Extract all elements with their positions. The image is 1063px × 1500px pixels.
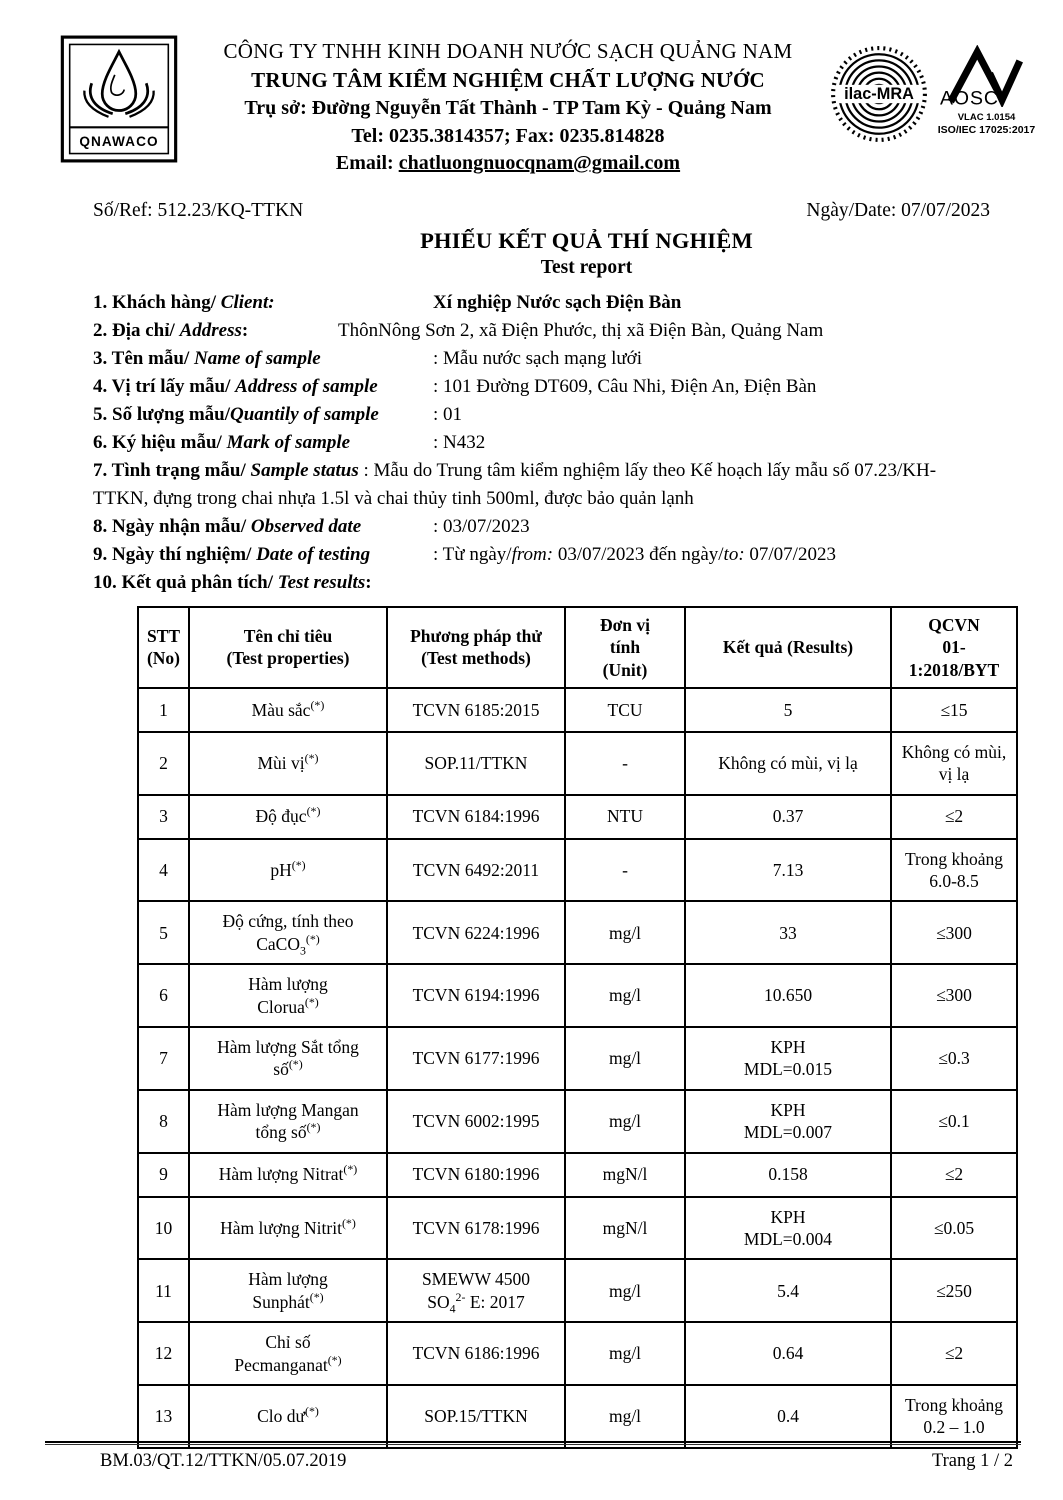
cell-result: 0.37	[685, 795, 891, 839]
info-sample-address-value: : 101 Đường DT609, Câu Nhi, Điện An, Điện Bàn	[433, 375, 817, 397]
cell-property: Độ cứng, tính theo CaCO$_3$(*)	[189, 901, 387, 964]
cell-no: 10	[138, 1197, 189, 1260]
col-header-result: Kết quả (Results)	[685, 607, 891, 688]
cell-qcvn: Không có mùi, vị lạ	[891, 732, 1017, 795]
cell-property: Hàm lượng Mangan tổng số(*)	[189, 1090, 387, 1153]
form-code: BM.03/QT.12/TTKN/05.07.2019	[100, 1451, 347, 1471]
cell-qcvn: Trong khoảng 0.2 – 1.0	[891, 1385, 1017, 1448]
cell-method: TCVN 6178:1996	[387, 1197, 565, 1260]
info-sample-mark-value: : N432	[433, 431, 486, 453]
cell-property: Clo dư(*)	[189, 1385, 387, 1448]
cell-qcvn: ≤2	[891, 1322, 1017, 1385]
info-observed-date	[93, 513, 988, 541]
report-title: PHIẾU KẾT QUẢ THÍ NGHIỆM	[420, 227, 753, 253]
info-sample-quantity-value: : 01	[433, 403, 463, 425]
info-sample-name-label: 3. Tên mẫu/ Name of sample	[93, 347, 321, 369]
qnawaco-logo	[60, 35, 188, 168]
title-block	[0, 222, 1063, 279]
reference-row	[0, 178, 1063, 222]
cell-qcvn: Trong khoảng 6.0-8.5	[891, 839, 1017, 902]
info-testing-date-label: 9. Ngày thí nghiệm/ Date of testing	[93, 543, 371, 565]
aosc-logo	[930, 45, 1043, 137]
table-row	[138, 1197, 1017, 1260]
col-header-qcvn: QCVN 01- 1:2018/BYT	[891, 607, 1017, 688]
cell-method: TCVN 6180:1996	[387, 1153, 565, 1197]
cell-no: 11	[138, 1259, 189, 1322]
cell-property: Hàm lượng Sunphát(*)	[189, 1259, 387, 1322]
footer	[0, 1451, 1063, 1472]
cell-property: pH(*)	[189, 839, 387, 902]
info-observed-date-label: 8. Ngày nhận mẫu/ Observed date	[93, 515, 362, 537]
qnawaco-logo-text: QNAWACO	[79, 134, 159, 150]
document-date: Ngày/Date: 07/07/2023	[806, 199, 990, 221]
report-title-en: Test report	[540, 256, 633, 278]
info-address-value: ThônNông Sơn 2, xã Điện Phước, thị xã Điện Bàn, Quảng Nam	[338, 319, 824, 341]
aosc-logo-icon	[937, 45, 1037, 107]
head-office-address: Trụ sở: Đường Nguyễn Tất Thành - TP Tam Kỳ - Quảng Nam	[244, 96, 772, 119]
cell-no: 4	[138, 839, 189, 902]
info-testing-date-value: : Từ ngày/from: 03/07/2023 đến ngày/to: 07/07/2023	[433, 543, 836, 565]
table-row	[138, 1153, 1017, 1197]
page-number: Trang 1 / 2	[931, 1451, 1013, 1471]
reference-number: Số/Ref: 512.23/KQ-TTKN	[93, 199, 304, 221]
cell-unit: mg/l	[565, 1090, 685, 1153]
info-sample-mark	[93, 429, 988, 457]
cell-qcvn: ≤15	[891, 688, 1017, 732]
col-header-no: STT (No)	[138, 607, 189, 688]
center-name: TRUNG TÂM KIỂM NGHIỆM CHẤT LƯỢNG NƯỚC	[251, 67, 765, 92]
info-test-results-label: 10. Kết quả phân tích/ Test results:	[93, 571, 372, 593]
table-row	[138, 901, 1017, 964]
info-sample-quantity-label: 5. Số lượng mẫu/Quantily of sample	[93, 403, 379, 425]
cell-unit: mg/l	[565, 1027, 685, 1090]
email-address: chatluongnuocqnam@gmail.com	[398, 152, 681, 175]
cell-method: TCVN 6185:2015	[387, 688, 565, 732]
cell-no: 8	[138, 1090, 189, 1153]
cell-unit: mg/l	[565, 901, 685, 964]
cell-unit: NTU	[565, 795, 685, 839]
cell-no: 6	[138, 964, 189, 1027]
cell-no: 7	[138, 1027, 189, 1090]
sample-info-list	[0, 279, 1063, 597]
info-sample-name	[93, 345, 988, 373]
table-row	[138, 1385, 1017, 1448]
info-sample-status-label: 7. Tình trạng mẫu/ Sample status	[93, 459, 359, 481]
info-sample-status-value: : Mẫu do Trung tâm kiểm nghiệm lấy theo Kế hoạch lấy mẫu số 07.23/KH-TTKN, đựng trong chai nhựa 1.5l và chai thủy tinh 500ml, được bảo quản lạnh	[93, 459, 937, 509]
aosc-vlac-number: VLAC 1.0154	[957, 112, 1016, 123]
cell-method: TCVN 6194:1996	[387, 964, 565, 1027]
qnawaco-logo-icon	[60, 35, 178, 163]
cell-method: TCVN 6177:1996	[387, 1027, 565, 1090]
email-label: Email:	[335, 152, 394, 175]
info-client	[93, 289, 988, 317]
table-row	[138, 732, 1017, 795]
cell-unit: mg/l	[565, 1385, 685, 1448]
cell-result: Không có mùi, vị lạ	[685, 732, 891, 795]
info-client-label: 1. Khách hàng/ Client:	[93, 291, 275, 313]
info-sample-status	[93, 457, 988, 513]
aosc-logo-text: AOSC	[939, 87, 999, 107]
cell-qcvn: ≤0.05	[891, 1197, 1017, 1260]
cell-result: KPH MDL=0.004	[685, 1197, 891, 1260]
info-sample-name-value: : Mẫu nước sạch mạng lưới	[433, 347, 643, 369]
info-sample-mark-label: 6. Ký hiệu mẫu/ Mark of sample	[93, 431, 351, 453]
info-test-results-heading	[93, 569, 988, 597]
cell-result: 0.158	[685, 1153, 891, 1197]
cell-result: 7.13	[685, 839, 891, 902]
cell-qcvn: ≤300	[891, 901, 1017, 964]
cell-result: 0.64	[685, 1322, 891, 1385]
cell-unit: -	[565, 839, 685, 902]
table-row	[138, 1322, 1017, 1385]
cell-unit: mg/l	[565, 1322, 685, 1385]
cell-result: 10.650	[685, 964, 891, 1027]
cell-property: Hàm lượng Nitrat(*)	[189, 1153, 387, 1197]
cell-qcvn: ≤2	[891, 795, 1017, 839]
letterhead	[0, 0, 1063, 178]
ilac-mra-stamp-text: ilac-MRA	[844, 85, 914, 104]
table-row	[138, 964, 1017, 1027]
cell-no: 1	[138, 688, 189, 732]
cell-method: TCVN 6186:1996	[387, 1322, 565, 1385]
cell-unit: mg/l	[565, 964, 685, 1027]
cell-unit: TCU	[565, 688, 685, 732]
cell-result: 0.4	[685, 1385, 891, 1448]
cell-method: TCVN 6224:1996	[387, 901, 565, 964]
cell-method: SOP.11/TTKN	[387, 732, 565, 795]
cell-unit: -	[565, 732, 685, 795]
col-header-unit: Đơn vị tính (Unit)	[565, 607, 685, 688]
table-header	[138, 607, 1017, 688]
info-sample-address-label: 4. Vị trí lấy mẫu/ Address of sample	[93, 375, 378, 397]
accreditation-stamps	[828, 35, 1043, 145]
cell-unit: mgN/l	[565, 1197, 685, 1260]
cell-method: SMEWW 4500 $SO_4^{2-}$ E: 2017	[387, 1259, 565, 1322]
cell-unit: mg/l	[565, 1259, 685, 1322]
cell-unit: mgN/l	[565, 1153, 685, 1197]
cell-property: Mùi vị(*)	[189, 732, 387, 795]
table-row	[138, 1027, 1017, 1090]
aosc-iso-standard: ISO/IEC 17025:2017	[937, 123, 1036, 136]
footer-divider	[45, 1441, 1021, 1445]
cell-method: TCVN 6492:2011	[387, 839, 565, 902]
company-name: CÔNG TY TNHH KINH DOANH NƯỚC SẠCH QUẢNG NAM	[223, 39, 793, 63]
letterhead-text	[188, 35, 828, 178]
cell-property: Độ đục(*)	[189, 795, 387, 839]
cell-qcvn: ≤300	[891, 964, 1017, 1027]
table-row	[138, 688, 1017, 732]
cell-result: KPH MDL=0.015	[685, 1027, 891, 1090]
table-body	[138, 688, 1017, 1448]
table-row	[138, 839, 1017, 902]
cell-method: SOP.15/TTKN	[387, 1385, 565, 1448]
table-header-row	[138, 607, 1017, 688]
info-address-label: 2. Địa chỉ/ Address:	[93, 319, 249, 341]
table-row	[138, 1090, 1017, 1153]
test-results-table	[137, 606, 1018, 1449]
info-address	[93, 317, 988, 345]
cell-no: 13	[138, 1385, 189, 1448]
cell-qcvn: ≤0.3	[891, 1027, 1017, 1090]
cell-qcvn: ≤2	[891, 1153, 1017, 1197]
cell-no: 9	[138, 1153, 189, 1197]
info-testing-date	[93, 541, 988, 569]
cell-property: Hàm lượng Clorua(*)	[189, 964, 387, 1027]
cell-qcvn: ≤0.1	[891, 1090, 1017, 1153]
cell-property: Màu sắc(*)	[189, 688, 387, 732]
table-row	[138, 795, 1017, 839]
cell-no: 3	[138, 795, 189, 839]
tel-fax: Tel: 0235.3814357; Fax: 0235.814828	[351, 124, 665, 147]
cell-property: Chỉ số Pecmanganat(*)	[189, 1322, 387, 1385]
info-sample-address	[93, 373, 988, 401]
cell-property: Hàm lượng Sắt tổng số(*)	[189, 1027, 387, 1090]
cell-method: TCVN 6184:1996	[387, 795, 565, 839]
cell-result: 5.4	[685, 1259, 891, 1322]
cell-no: 12	[138, 1322, 189, 1385]
info-sample-quantity	[93, 401, 988, 429]
cell-property: Hàm lượng Nitrit(*)	[189, 1197, 387, 1260]
cell-no: 2	[138, 732, 189, 795]
cell-method: TCVN 6002:1995	[387, 1090, 565, 1153]
info-client-value: Xí nghiệp Nước sạch Điện Bàn	[433, 291, 682, 313]
col-header-method: Phương pháp thử (Test methods)	[387, 607, 565, 688]
email-line	[188, 150, 828, 178]
table-row	[138, 1259, 1017, 1322]
cell-result: KPH MDL=0.007	[685, 1090, 891, 1153]
cell-result: 5	[685, 688, 891, 732]
col-header-property: Tên chỉ tiêu (Test properties)	[189, 607, 387, 688]
info-observed-date-value: : 03/07/2023	[433, 515, 530, 537]
cell-result: 33	[685, 901, 891, 964]
ilac-mra-stamp-icon	[828, 43, 930, 145]
cell-qcvn: ≤250	[891, 1259, 1017, 1322]
cell-no: 5	[138, 901, 189, 964]
